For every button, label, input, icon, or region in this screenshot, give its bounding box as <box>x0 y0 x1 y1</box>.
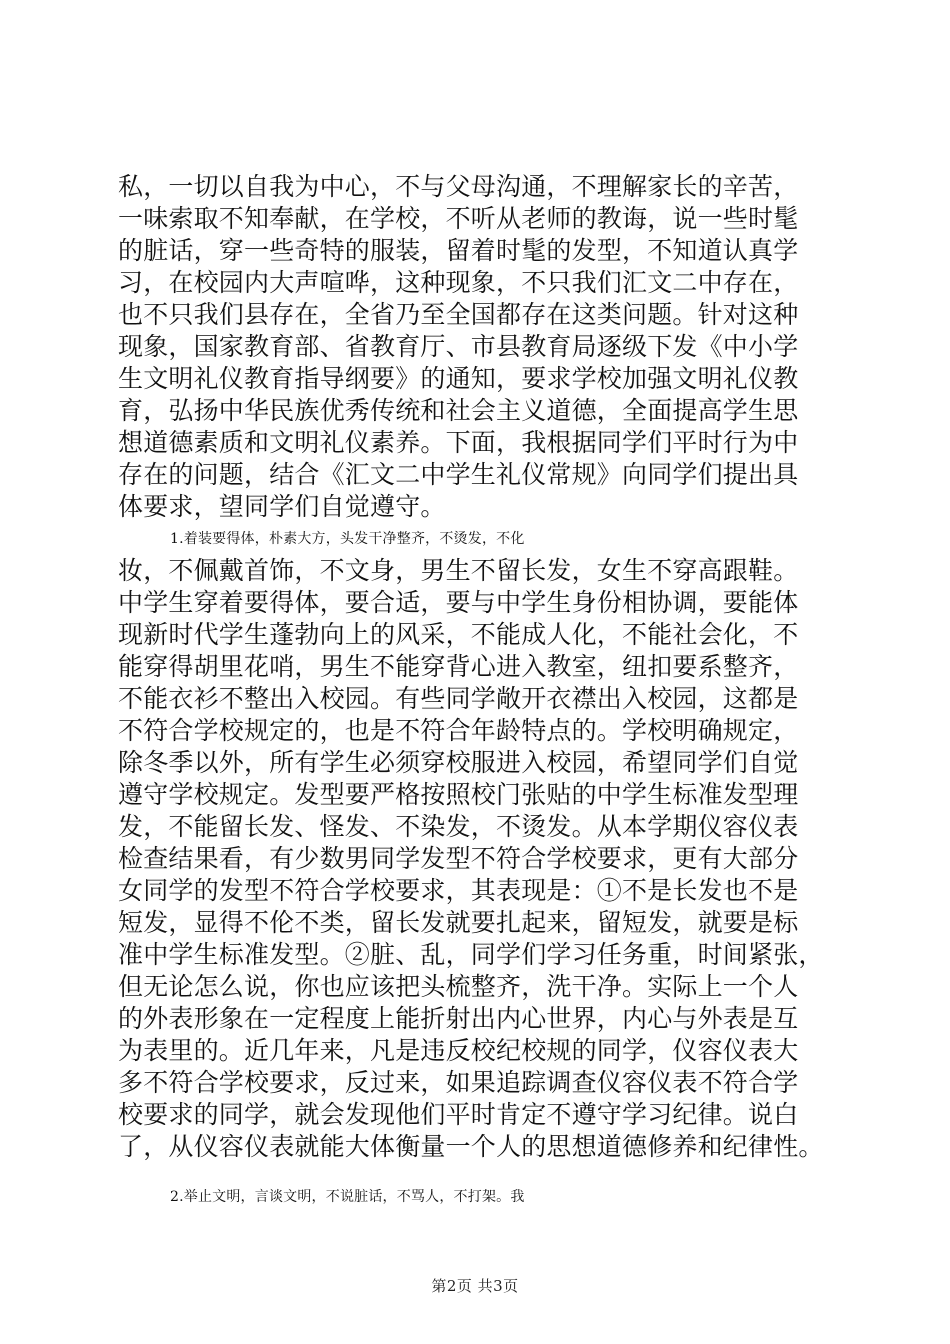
text-line: 现新时代学生蓬勃向上的风采，不能成人化，不能社会化，不 <box>118 620 799 649</box>
text-line: 短发，显得不伦不类，留长发就要扎起来，留短发，就要是标 <box>118 908 799 937</box>
text-line: 也不只我们县存在，全省乃至全国都存在这类问题。针对这种 <box>118 300 799 329</box>
text-line: 检查结果看，有少数男同学发型不符合学校要求，更有大部分 <box>118 844 799 873</box>
text-line: 私，一切以自我为中心，不与父母沟通，不理解家长的辛苦， <box>118 172 799 201</box>
text-line: 不能衣衫不整出入校园。有些同学敞开衣襟出入校园，这都是 <box>118 684 799 713</box>
text-line: 能穿得胡里花哨，男生不能穿背心进入教室，纽扣要系整齐， <box>118 652 799 681</box>
text-line: 2.举止文明，言谈文明，不说脏话，不骂人，不打架。我 <box>170 1189 525 1205</box>
text-line: 一味索取不知奉献，在学校，不听从老师的教诲，说一些时髦 <box>118 204 799 233</box>
text-line: 中学生穿着要得体，要合适，要与中学生身份相协调，要能体 <box>118 588 799 617</box>
text-line: 现象，国家教育部、省教育厅、市县教育局逐级下发《中小学 <box>118 332 799 361</box>
text-line: 了，从仪容仪表就能大体衡量一个人的思想道德修养和纪律性。 <box>118 1132 824 1161</box>
text-line: 不符合学校规定的，也是不符合年龄特点的。学校明确规定， <box>118 716 799 745</box>
text-line: 发，不能留长发、怪发、不染发，不烫发。从本学期仪容仪表 <box>118 812 799 841</box>
text-line: 的脏话，穿一些奇特的服装，留着时髦的发型，不知道认真学 <box>118 236 799 265</box>
text-line: 校要求的同学，就会发现他们平时肯定不遵守学习纪律。说白 <box>118 1100 799 1129</box>
text-line: 习，在校园内大声喧哗，这种现象，不只我们汇文二中存在， <box>118 268 799 297</box>
page-footer: 第2页 共3页 <box>431 1277 519 1295</box>
text-line: 存在的问题，结合《汇文二中学生礼仪常规》向同学们提出具 <box>118 460 799 489</box>
text-line: 生文明礼仪教育指导纲要》的通知，要求学校加强文明礼仪教 <box>118 364 799 393</box>
text-line: 为表里的。近几年来，凡是违反校纪校规的同学，仪容仪表大 <box>118 1036 799 1065</box>
text-line: 育，弘扬中华民族优秀传统和社会主义道德，全面提高学生思 <box>118 396 799 425</box>
text-line: 除冬季以外，所有学生必须穿校服进入校园，希望同学们自觉 <box>118 748 799 777</box>
text-line: 的外表形象在一定程度上能折射出内心世界，内心与外表是互 <box>118 1004 799 1033</box>
text-line: 遵守学校规定。发型要严格按照校门张贴的中学生标准发型理 <box>118 780 799 809</box>
text-line: 多不符合学校要求，反过来，如果追踪调查仪容仪表不符合学 <box>118 1068 799 1097</box>
text-line: 1.着装要得体，朴素大方，头发干净整齐，不烫发，不化 <box>170 531 525 547</box>
text-line: 体要求，望同学们自觉遵守。 <box>118 492 446 521</box>
text-line: 想道德素质和文明礼仪素养。下面，我根据同学们平时行为中 <box>118 428 799 457</box>
text-line: 准中学生标准发型。②脏、乱，同学们学习任务重，时间紧张， <box>118 940 824 969</box>
text-line: 但无论怎么说，你也应该把头梳整齐，洗干净。实际上一个人 <box>118 972 799 1001</box>
text-line: 妆，不佩戴首饰，不文身，男生不留长发，女生不穿高跟鞋。 <box>118 556 799 585</box>
text-line: 女同学的发型不符合学校要求，其表现是：①不是长发也不是 <box>118 876 799 905</box>
